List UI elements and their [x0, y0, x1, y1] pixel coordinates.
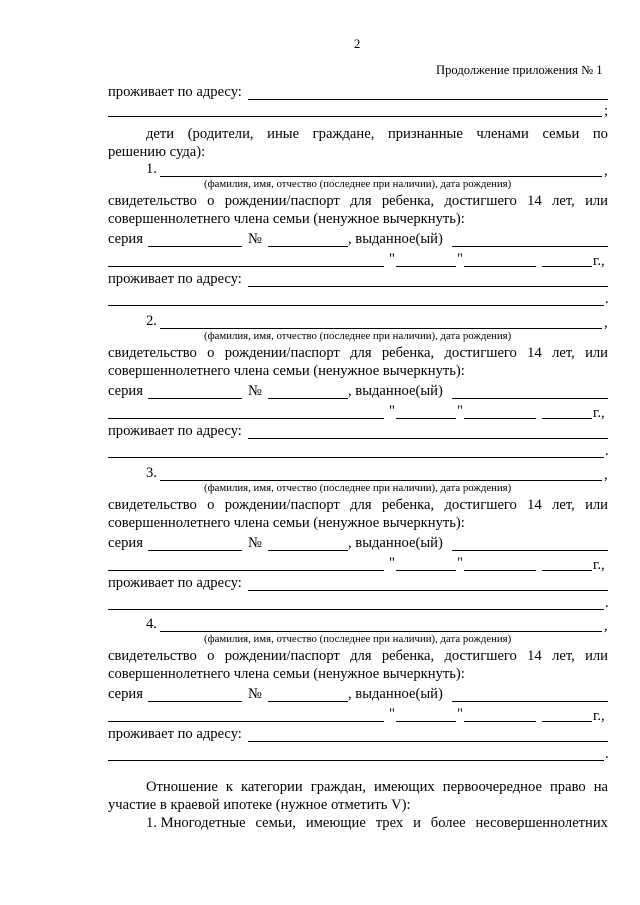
issue-month-field[interactable]	[464, 721, 536, 722]
year-suffix: г.,	[593, 253, 605, 269]
child-entry	[0, 148, 640, 307]
issue-month-field[interactable]	[464, 418, 536, 419]
child-name-line[interactable]	[160, 631, 602, 632]
issuer-field[interactable]	[108, 570, 384, 571]
doc-word: ребенка,	[381, 345, 435, 361]
comma-mark: ,	[604, 315, 608, 331]
child-address-line[interactable]	[248, 286, 608, 287]
child-name-line[interactable]	[160, 176, 602, 177]
doc-word: свидетельство	[108, 497, 197, 513]
address-field-line[interactable]	[248, 99, 608, 100]
children-intro-line	[146, 127, 608, 142]
continuation-note: Продолжение приложения № 1	[436, 63, 603, 77]
child-address-label: проживает по адресу:	[108, 575, 242, 591]
priority-word: первоочередное	[442, 779, 542, 795]
doc-word: достигшего	[444, 497, 517, 513]
issued-label: , выданное(ый)	[348, 383, 443, 399]
child-index: 1.	[146, 161, 157, 177]
doc-word: о	[207, 193, 215, 209]
doc-word: ребенка,	[381, 193, 435, 209]
issued-by-field[interactable]	[452, 550, 608, 551]
issuer-field[interactable]	[108, 721, 384, 722]
series-label: серия	[108, 231, 143, 247]
issue-year-field[interactable]	[542, 570, 592, 571]
series-field[interactable]	[148, 246, 242, 247]
intro-word: по	[592, 126, 608, 142]
priority-item-word: семьи,	[255, 815, 296, 831]
period-mark: .	[605, 443, 609, 459]
doc-word: лет,	[552, 193, 575, 209]
children-intro-line-2: решению суда):	[108, 144, 206, 160]
period-mark: .	[605, 595, 609, 611]
priority-item-word: 1. Многодетные	[146, 815, 246, 831]
priority-word: право	[549, 779, 586, 795]
period-mark: .	[605, 291, 609, 307]
doc-word: достигшего	[444, 648, 517, 664]
child-address-label: проживает по адресу:	[108, 271, 242, 287]
priority-word: на	[593, 779, 608, 795]
doc-word: для	[350, 193, 372, 209]
quote-close: "	[457, 251, 463, 267]
page-number: 2	[354, 37, 361, 51]
priority-item-word: трех	[375, 815, 404, 831]
name-caption: (фамилия, имя, отчество (последнее при наличии), дата рождения)	[204, 330, 512, 342]
child-index: 3.	[146, 465, 157, 481]
quote-open: "	[389, 403, 395, 419]
intro-word: признанные	[387, 126, 463, 142]
name-caption: (фамилия, имя, отчество (последнее при наличии), дата рождения)	[204, 178, 512, 190]
number-field[interactable]	[268, 550, 348, 551]
issue-day-field[interactable]	[396, 570, 456, 571]
doc-word: для	[350, 345, 372, 361]
document-type-line	[108, 194, 608, 209]
quote-open: "	[389, 251, 395, 267]
doc-word: для	[350, 497, 372, 513]
document-type-line	[108, 346, 608, 361]
document-type-line-2: совершеннолетнего члена семьи (ненужное вычеркнуть):	[108, 666, 465, 682]
child-entry	[0, 300, 640, 459]
doc-word: рождении/паспорт	[224, 648, 340, 664]
doc-word: 14	[527, 648, 542, 664]
priority-item-word: и	[413, 815, 421, 831]
doc-word: лет,	[552, 648, 575, 664]
priority-word: категории	[241, 779, 303, 795]
child-address-line[interactable]	[248, 741, 608, 742]
priority-item-word: имеющие	[305, 815, 366, 831]
child-address-line[interactable]	[248, 590, 608, 591]
quote-close: "	[457, 555, 463, 571]
series-label: серия	[108, 383, 143, 399]
year-suffix: г.,	[593, 708, 605, 724]
issued-by-field[interactable]	[452, 398, 608, 399]
child-address-line[interactable]	[248, 438, 608, 439]
priority-word: к	[225, 779, 233, 795]
address-label: проживает по адресу:	[108, 84, 242, 100]
doc-word: или	[585, 193, 608, 209]
issued-label: , выданное(ый)	[348, 535, 443, 551]
doc-word: 14	[527, 193, 542, 209]
doc-word: рождении/паспорт	[224, 345, 340, 361]
doc-word: или	[585, 497, 608, 513]
series-label: серия	[108, 535, 143, 551]
year-suffix: г.,	[593, 557, 605, 573]
doc-word: 14	[527, 497, 542, 513]
series-field[interactable]	[148, 701, 242, 702]
priority-line-2: участие в краевой ипотеке (нужное отметить V):	[108, 797, 411, 813]
intro-word: дети	[146, 126, 175, 142]
issuer-field[interactable]	[108, 418, 384, 419]
number-field[interactable]	[268, 398, 348, 399]
series-field[interactable]	[148, 398, 242, 399]
priority-item-word: более	[430, 815, 466, 831]
priority-line-1	[146, 780, 608, 795]
year-suffix: г.,	[593, 405, 605, 421]
priority-item-word: несовершеннолетних	[475, 815, 608, 831]
doc-word: о	[207, 648, 215, 664]
child-name-line[interactable]	[160, 328, 602, 329]
intro-word: семьи	[542, 126, 580, 142]
quote-open: "	[389, 706, 395, 722]
issue-year-field[interactable]	[542, 266, 592, 267]
quote-close: "	[457, 403, 463, 419]
doc-word: для	[350, 648, 372, 664]
intro-word: граждане,	[312, 126, 375, 142]
document-type-line-2: совершеннолетнего члена семьи (ненужное вычеркнуть):	[108, 211, 465, 227]
child-index: 4.	[146, 616, 157, 632]
doc-word: рождении/паспорт	[224, 193, 340, 209]
issue-year-field[interactable]	[542, 418, 592, 419]
doc-word: или	[585, 648, 608, 664]
issued-by-field[interactable]	[452, 246, 608, 247]
priority-word: граждан,	[310, 779, 366, 795]
child-entry	[0, 452, 640, 611]
number-label: №	[248, 231, 262, 247]
doc-word: о	[207, 345, 215, 361]
priority-word: имеющих	[373, 779, 435, 795]
number-field[interactable]	[268, 246, 348, 247]
doc-word: ребенка,	[381, 497, 435, 513]
name-caption: (фамилия, имя, отчество (последнее при наличии), дата рождения)	[204, 633, 512, 645]
document-type-line-2: совершеннолетнего члена семьи (ненужное вычеркнуть):	[108, 363, 465, 379]
issue-day-field[interactable]	[396, 418, 456, 419]
child-address-label: проживает по адресу:	[108, 423, 242, 439]
child-address-line-2[interactable]	[108, 760, 604, 761]
doc-word: достигшего	[444, 193, 517, 209]
comma-mark: ,	[604, 163, 608, 179]
doc-word: рождении/паспорт	[224, 497, 340, 513]
number-label: №	[248, 686, 262, 702]
comma-mark: ,	[604, 467, 608, 483]
semicolon-mark: ;	[604, 103, 609, 119]
series-field[interactable]	[148, 550, 242, 551]
priority-word: Отношение	[146, 779, 218, 795]
doc-word: или	[585, 345, 608, 361]
document-type-line-2: совершеннолетнего члена семьи (ненужное вычеркнуть):	[108, 515, 465, 531]
period-mark: .	[605, 746, 609, 762]
doc-word: лет,	[552, 497, 575, 513]
name-caption: (фамилия, имя, отчество (последнее при наличии), дата рождения)	[204, 482, 512, 494]
issue-day-field[interactable]	[396, 721, 456, 722]
child-address-label: проживает по адресу:	[108, 726, 242, 742]
doc-word: свидетельство	[108, 193, 197, 209]
quote-open: "	[389, 555, 395, 571]
comma-mark: ,	[604, 618, 608, 634]
child-entry	[0, 603, 640, 762]
number-label: №	[248, 383, 262, 399]
doc-word: достигшего	[444, 345, 517, 361]
intro-word: членами	[476, 126, 529, 142]
issue-day-field[interactable]	[396, 266, 456, 267]
child-index: 2.	[146, 313, 157, 329]
doc-word: лет,	[552, 345, 575, 361]
issue-month-field[interactable]	[464, 570, 536, 571]
number-label: №	[248, 535, 262, 551]
issuer-field[interactable]	[108, 266, 384, 267]
series-label: серия	[108, 686, 143, 702]
doc-word: свидетельство	[108, 648, 197, 664]
intro-word: (родители,	[187, 126, 254, 142]
issued-by-field[interactable]	[452, 701, 608, 702]
number-field[interactable]	[268, 701, 348, 702]
document-type-line	[108, 649, 608, 664]
issued-label: , выданное(ый)	[348, 686, 443, 702]
issue-month-field[interactable]	[464, 266, 536, 267]
issued-label: , выданное(ый)	[348, 231, 443, 247]
doc-word: свидетельство	[108, 345, 197, 361]
document-type-line	[108, 498, 608, 513]
doc-word: о	[207, 497, 215, 513]
doc-word: 14	[527, 345, 542, 361]
quote-close: "	[457, 706, 463, 722]
child-name-line[interactable]	[160, 480, 602, 481]
doc-word: ребенка,	[381, 648, 435, 664]
issue-year-field[interactable]	[542, 721, 592, 722]
priority-item-1	[146, 816, 608, 831]
address-field-line-2[interactable]	[108, 116, 602, 117]
intro-word: иные	[267, 126, 300, 142]
